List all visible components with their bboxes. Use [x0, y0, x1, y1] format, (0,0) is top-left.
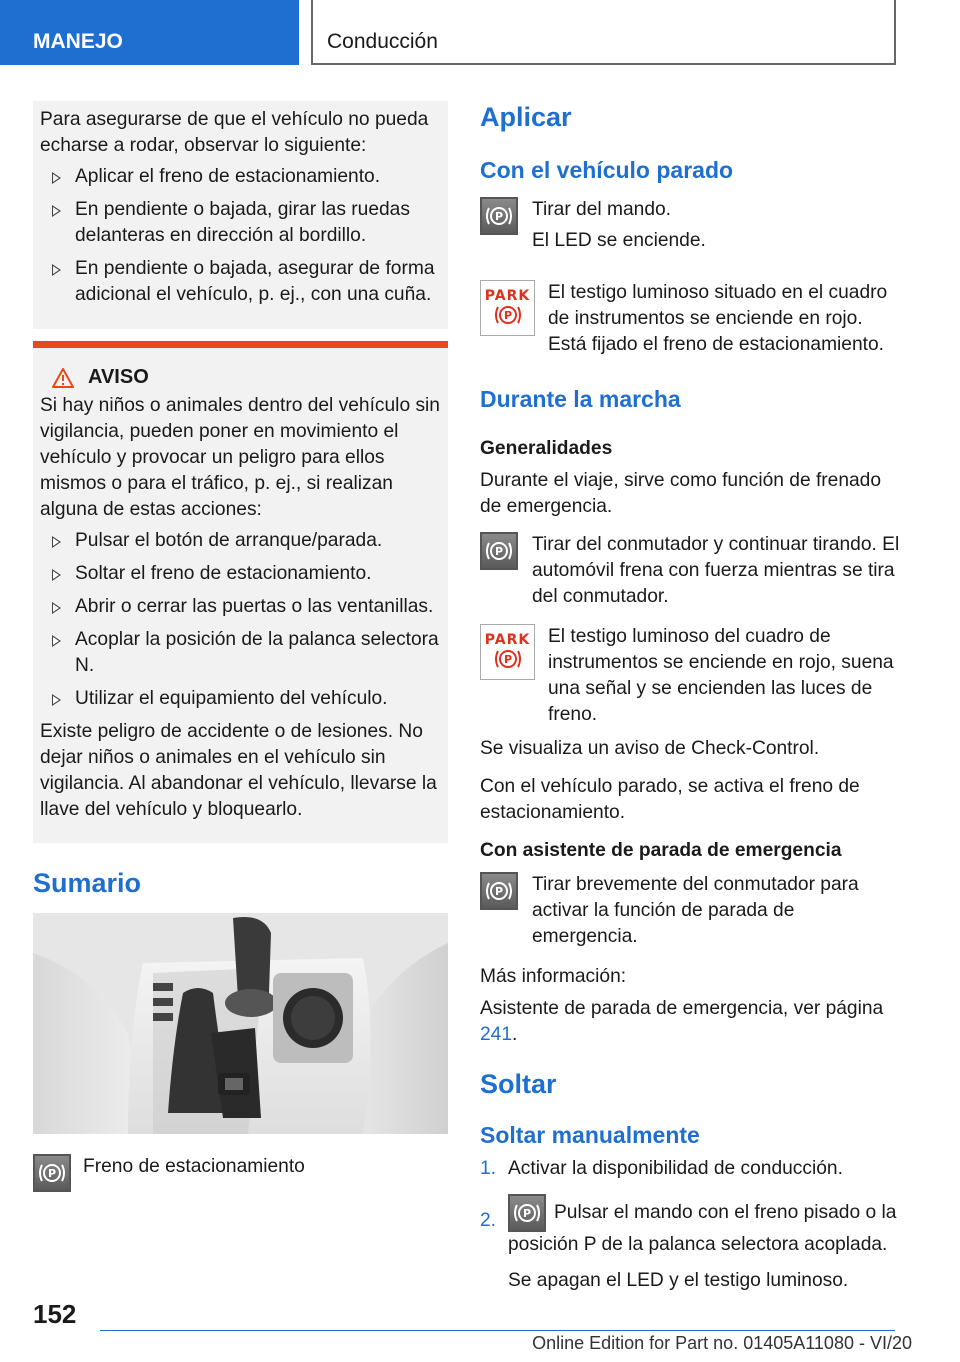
triangle-bullet-icon: [52, 694, 61, 706]
page-reference-link[interactable]: 241: [480, 1024, 513, 1045]
warning-title: AVISO: [52, 366, 440, 389]
general-text: Durante el viaje, sirve como función de frenado de emergencia.: [480, 470, 882, 517]
center-console-illustration: [33, 913, 448, 1134]
info-bullet-list: [40, 164, 440, 308]
left-column: [33, 101, 448, 1192]
emergency-row: [480, 872, 900, 950]
section-title: Conducción: [311, 0, 896, 65]
info-intro: Para asegurarse de que el vehículo no pueda echarse a rodar, observar lo siguiente:: [40, 109, 429, 156]
parked-activate-text: Con el vehículo parado, se activa el freno de estacionamiento.: [480, 776, 860, 823]
list-item: Abrir o cerrar las puertas o las ventanillas.: [40, 594, 440, 620]
apply-heading: Aplicar: [480, 102, 572, 132]
warning-text: Si hay niños o animales dentro del vehículo sin vigilancia, pueden poner en movimiento el vehículo y provocar un peligro para ellos mismos o para el tráfico, p. ej., si realizan alguna de estas acciones:: [40, 395, 440, 520]
footer-rule: [100, 1330, 895, 1331]
warning-bullet-list: [40, 528, 440, 712]
more-info-label: Más información:: [480, 966, 627, 987]
park-indicator-text-2: El testigo luminoso del cuadro de instrumentos se enciende en rojo, suena una señal y se encienden las luces de freno.: [548, 626, 894, 725]
step-result: Se apagan el LED y el testigo luminoso.: [508, 1270, 849, 1291]
svg-text:P: P: [47, 1167, 57, 1180]
list-item: Pulsar el botón de arranque/parada.: [40, 528, 440, 554]
parked-text-1: Tirar del mando.: [532, 199, 671, 220]
chapter-tab: MANEJO: [0, 0, 299, 65]
page-number: 152: [33, 1299, 77, 1329]
general-heading: Generalidades: [480, 438, 613, 459]
release-steps: [480, 1156, 900, 1294]
svg-text:P: P: [494, 210, 504, 223]
emergency-text: Tirar brevemente del conmutador para activar la función de parada de emergencia.: [532, 874, 859, 947]
manual-release-heading: Soltar manualmente: [480, 1122, 700, 1148]
warning-triangle-icon: [52, 368, 74, 388]
svg-text:P: P: [494, 545, 504, 558]
svg-text:P: P: [494, 885, 504, 898]
release-heading: Soltar: [480, 1069, 557, 1099]
park-indicator-row: [480, 280, 900, 358]
cross-reference: Asistente de parada de emergencia, ver página 241.: [480, 998, 884, 1045]
triangle-bullet-icon: [52, 635, 61, 647]
list-item: Aplicar el freno de estacionamiento.: [40, 164, 440, 190]
park-indicator-row-2: [480, 624, 900, 728]
warning-box: [33, 341, 448, 843]
pull-switch-row: [480, 532, 900, 610]
right-column: [480, 101, 900, 1294]
check-control-text: Se visualiza un aviso de Check-Control.: [480, 738, 820, 759]
summary-heading: Sumario: [33, 868, 142, 898]
photo-caption-row: [33, 1154, 448, 1192]
svg-text:P: P: [522, 1207, 532, 1220]
warning-closing: Existe peligro de accidente o de lesiones. No dejar niños o animales en el vehículo sin vigilancia. Al abandonar el vehículo, llevarse la llave del vehículo y bloquearlo.: [40, 721, 437, 820]
parking-brake-button-icon: [480, 197, 518, 235]
svg-text:P: P: [503, 309, 512, 322]
list-item: En pendiente o bajada, girar las ruedas delanteras en dirección al bordillo.: [40, 197, 440, 249]
svg-text:P: P: [503, 653, 512, 666]
list-item: En pendiente o bajada, asegurar de forma adicional el vehículo, p. ej., con una cuña.: [40, 256, 440, 308]
parking-brake-button-icon: [33, 1154, 71, 1192]
list-item: Acoplar la posición de la palanca selectora N.: [40, 627, 440, 679]
pull-switch-text: Tirar del conmutador y continuar tirando. El automóvil frena con fuerza mientras se tira del conmutador.: [532, 534, 900, 607]
parked-instruction: [480, 197, 900, 254]
list-item: Utilizar el equipamiento del vehículo.: [40, 686, 440, 712]
parking-brake-button-icon: [508, 1194, 546, 1232]
list-item: 1. Activar la disponibilidad de conducción.: [480, 1158, 843, 1179]
parking-brake-button-icon: [480, 872, 518, 910]
list-item: 2. P Pulsar el mando con el freno pisado o la posición P de la palanca selectora acoplada. Se apagan el LED y el testigo luminoso.: [480, 1194, 900, 1294]
parking-brake-button-icon: [480, 532, 518, 570]
parking-brake-photo: [33, 913, 448, 1134]
emergency-heading: Con asistente de parada de emergencia: [480, 840, 842, 861]
park-warning-light-icon: PARK P: [480, 280, 535, 336]
parked-text-2: El LED se enciende.: [532, 230, 706, 251]
list-item: Soltar el freno de estacionamiento.: [40, 561, 440, 587]
triangle-bullet-icon: [52, 536, 61, 548]
triangle-bullet-icon: [52, 569, 61, 581]
driving-heading: Durante la marcha: [480, 386, 681, 412]
triangle-bullet-icon: [52, 172, 61, 184]
triangle-bullet-icon: [52, 602, 61, 614]
triangle-bullet-icon: [52, 205, 61, 217]
triangle-bullet-icon: [52, 264, 61, 276]
park-warning-light-icon: PARK P: [480, 624, 535, 680]
photo-caption: Freno de estacionamiento: [83, 1156, 305, 1177]
footer-edition: Online Edition for Part no. 01405A11080 - VI/20: [532, 1333, 912, 1353]
park-indicator-text: El testigo luminoso situado en el cuadro de instrumentos se enciende en rojo. Está fijado el freno de estacionamiento.: [548, 282, 888, 355]
parked-heading: Con el vehículo parado: [480, 157, 734, 183]
info-box: [33, 101, 448, 329]
